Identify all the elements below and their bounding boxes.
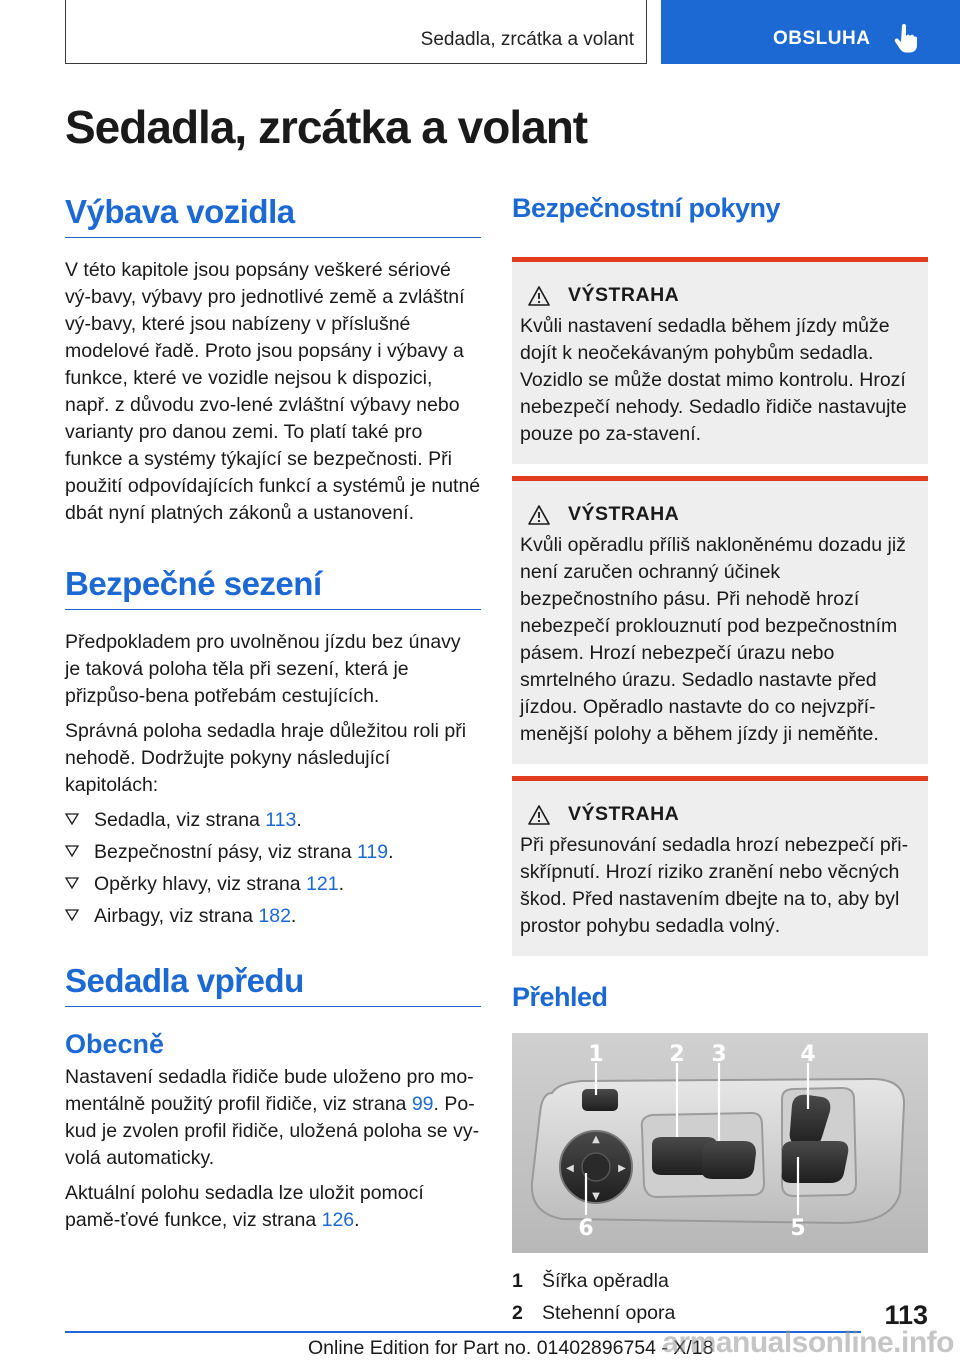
figure-label: 6 (578, 1216, 594, 1241)
warning-text: Při přesunování sedadla hrozí nebezpečí při-skřípnutí. Hrozí riziko zranění nebo věcných škod. Před nastavením dbejte na to, aby byl prostor pohybu sedadla volný. (520, 834, 909, 937)
warning-box (512, 776, 928, 956)
triangle-bullet-icon (65, 812, 79, 826)
caption-text: Stehenní opora (542, 1302, 676, 1324)
figure-label: 4 (800, 1042, 816, 1067)
vybava-text: V této kapitole jsou popsány veškeré sériové vý-bavy, výbavy pro jednotlivé země a zvláštní vý-bavy, které jsou nabízeny v příslušné modelové řadě. Proto jsou popsány i výbavy a funkce, které ve vozidle nejsou k dispozici, např. z důvodu zvo-lené zvláštní výbavy nebo varianty pro danou zemi. To platí také pro funkce a systémy týkající se bezpečnosti. Při použití odpovídajících funkcí a systémů je nutné dbát nyní platných zákonů a ustanovení. (65, 259, 481, 524)
figure-label: 1 (588, 1042, 604, 1067)
reference-list (65, 807, 481, 930)
page-link[interactable]: 121 (306, 873, 339, 895)
heading-prehled: Přehled (512, 982, 608, 1012)
svg-text:◀: ◀ (566, 1163, 574, 1174)
page-link[interactable]: 119 (357, 841, 389, 863)
page-number: 113 (884, 1300, 928, 1330)
figure-label: 3 (711, 1042, 727, 1067)
page-link[interactable]: 113 (265, 809, 297, 831)
warning-text: Kvůli opěradlu příliš nakloněnému dozadu již není zaručen ochranný účinek bezpečnostního pásu. Při nehodě hrozí nebezpečí proklouznutí pod bezpečnostním pásem. Hrozí nebezpečí úrazu nebo smrtelného úrazu. Sedadlo nastavte před jízdou. Opěradlo nastavte do co nejvzpří-menější polohy a během jízdy ji neměňte. (520, 534, 906, 745)
right-column (512, 193, 928, 1329)
warning-title: VÝSTRAHA (568, 284, 680, 306)
header-section-box (65, 0, 647, 64)
warning-box (512, 476, 928, 764)
header-section-title: Sedadla, zrcátka a volant (420, 29, 634, 50)
warning-triangle-icon (528, 505, 550, 525)
obecne-p1: Nastavení sedadla řidiče bude uloženo pro mo-mentálně použitý profil řidiče, viz strana 99. Po-kud je zvolen profil řidiče, uložená poloha se vy-volá automaticky. (65, 1066, 480, 1169)
list-item-end: . (338, 873, 345, 895)
list-item-end: . (388, 841, 394, 863)
figure-captions (512, 1265, 928, 1329)
seat-controls-figure (512, 1033, 928, 1253)
sezeni-p2: Správná poloha sedadla hraje důležitou roli při nehodě. Dodržujte pokyny následující kapitolách: (65, 720, 467, 796)
list-item-end: . (290, 905, 297, 927)
figure-label: 2 (669, 1042, 685, 1067)
list-item (65, 839, 481, 866)
footer-edition: Online Edition for Part no. 01402896754 - X/18 (308, 1337, 714, 1359)
warning-triangle-icon (528, 805, 550, 825)
warning-text: Kvůli nastavení sedadla během jízdy může dojít k neočekávaným pohybům sedadla. Vozidlo se může dostat mimo kontrolu. Hrozí nebezpečí nehody. Sedadlo řidiče nastavujte pouze po za-stavení. (520, 315, 907, 445)
watermark: armanualsonline.info (662, 1326, 954, 1359)
triangle-bullet-icon (65, 844, 79, 858)
list-item-text: Sedadla, viz strana (94, 809, 266, 831)
list-item-text: Opěrky hlavy, viz strana (94, 873, 307, 895)
warning-title: VÝSTRAHA (568, 503, 680, 525)
page-link[interactable]: 126 (321, 1209, 355, 1231)
svg-text:▶: ▶ (618, 1163, 626, 1174)
caption-row (512, 1297, 928, 1329)
triangle-bullet-icon (65, 908, 79, 922)
heading-bezpecnostni-pokyny: Bezpečnostní pokyny (512, 193, 781, 223)
svg-text:▲: ▲ (592, 1134, 600, 1145)
tab-obsluha[interactable] (661, 0, 960, 64)
list-item (65, 871, 481, 898)
list-item-text: Bezpečnostní pásy, viz strana (94, 841, 358, 863)
heading-sedadla-vpredu: Sedadla vpředu (65, 962, 481, 1007)
seat-controls-illustration (512, 1033, 928, 1253)
warning-triangle-icon (528, 286, 550, 306)
caption-number: 1 (512, 1270, 523, 1292)
caption-number: 2 (512, 1302, 523, 1324)
obecne-p2: Aktuální polohu sedadla lze uložit pomocí pamě-ťové funkce, viz strana 126. (65, 1182, 424, 1231)
heading-bezpecne-sezeni: Bezpečné sezení (65, 565, 481, 610)
page-title: Sedadla, zrcátka a volant (65, 101, 588, 153)
page-link[interactable]: 182 (258, 905, 291, 927)
subheading-obecne: Obecně (65, 1029, 165, 1059)
warning-box (512, 257, 928, 464)
warning-title: VÝSTRAHA (568, 803, 680, 825)
sezeni-p1: Předpokladem pro uvolněnou jízdu bez únavy je taková poloha těla při sezení, která je přizpůso-bena potřebám cestujících. (65, 631, 461, 707)
list-item-end: . (296, 809, 302, 831)
list-item-text: Airbagy, viz strana (94, 905, 259, 927)
list-item (65, 807, 481, 834)
list-item (65, 903, 481, 930)
tab-obsluha-label: OBSLUHA (773, 28, 871, 49)
caption-row (512, 1265, 928, 1297)
triangle-bullet-icon (65, 876, 79, 890)
svg-text:▼: ▼ (592, 1191, 600, 1202)
figure-label: 5 (790, 1216, 806, 1241)
hand-pointer-icon (894, 24, 918, 54)
heading-vybava: Výbava vozidla (65, 193, 481, 238)
caption-text: Šířka opěradla (542, 1270, 669, 1292)
left-column (65, 193, 481, 1234)
page-link[interactable]: 99 (411, 1093, 434, 1115)
